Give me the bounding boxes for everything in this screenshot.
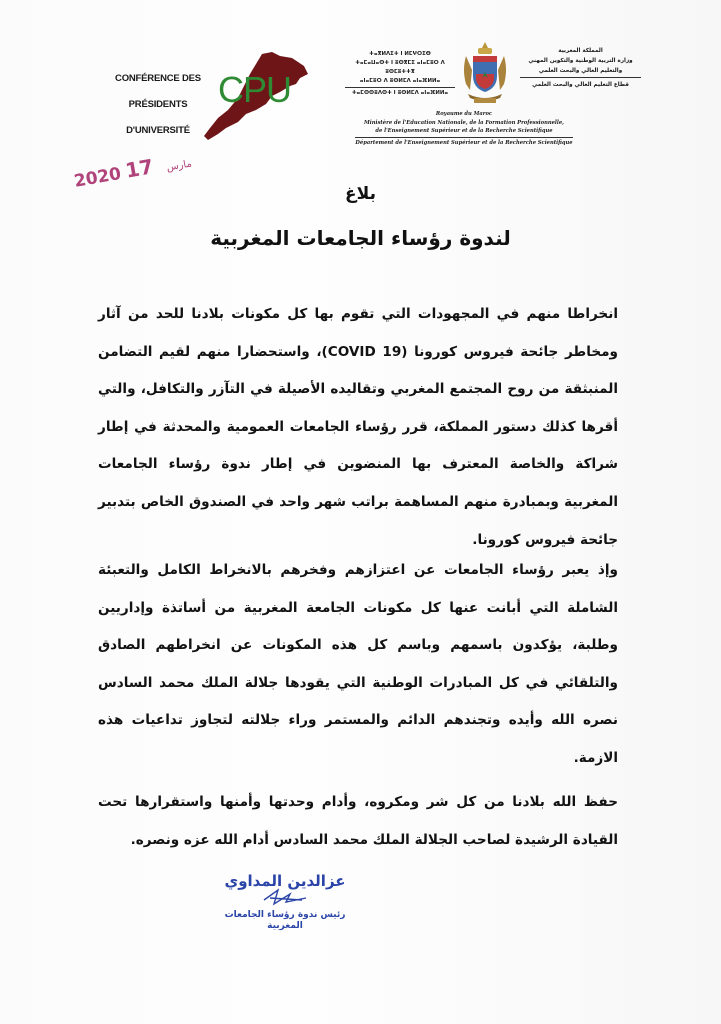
signatory-role-line1: رئيس ندوة رؤساء الجامعات bbox=[224, 910, 346, 920]
tifinagh-header bbox=[345, 50, 455, 98]
document-title: بلاغ bbox=[345, 184, 376, 204]
arabic-header-line4: قطاع التعليم العالي والبحث العلمي bbox=[532, 82, 629, 88]
arabic-header-line1: المملكة المغربية bbox=[558, 48, 603, 54]
cpu-logo: CPU bbox=[218, 69, 292, 110]
tifinagh-line3: ⴰⵏⴰⵎⵓⵔ ⴷ ⵓⵙⵍⵎⴷ ⴰⵏⴰⴼⵍⵍⴰ bbox=[359, 78, 441, 84]
french-header-line3: de l'Enseignement Supérieur et de la Recherche Scientifique bbox=[375, 128, 553, 134]
signatory-role-line2: المغربية bbox=[267, 921, 303, 931]
signatory-name: عزالدين المداوي bbox=[224, 872, 346, 890]
cpu-name-line1: CONFÉRENCE DES PRÉSIDENTS bbox=[115, 73, 201, 110]
header-divider bbox=[345, 87, 455, 88]
stamp-year: 2020 bbox=[72, 163, 123, 192]
french-ministry-header bbox=[355, 110, 573, 147]
paragraph-3: حفظ الله بلادنا من كل شر ومكروه، وأدام وحدتها وأمنها واستقرارها تحت القيادة الرشيدة لصاحب الجلالة الملك محمد السادس أدام الله عزه ونصره. bbox=[98, 794, 618, 848]
french-header-line4: Département de l'Enseignement Supérieur et de la Recherche Scientifique bbox=[355, 139, 573, 146]
tifinagh-line2: ⵜⴰⵎⴰⵡⴰⵙⵜ ⵏ ⵓⵙⴳⵎⵉ ⴰⵏⴰⵎⵓⵔ ⴷ ⵓⵙⵎⵓⵜⵜⴳ bbox=[355, 60, 445, 75]
tifinagh-line1: ⵜⴰⴳⵍⴷⵉⵜ ⵏ ⵍⵎⵖⵔⵉⴱ bbox=[369, 51, 431, 57]
handwritten-signature-icon bbox=[200, 890, 370, 910]
signature-block bbox=[200, 872, 370, 932]
paragraph-1: انخراطا منهم في المجهودات التي تقوم بها كل مكونات بلادنا للحد من آثار ومخاطر جائحة فيروس كورونا (COVID 19)، واستحضارا منهم لقيم التضامن المنبثقة من روح المجتمع المغربي وتقاليده الأصيلة في التآزر والتكافل، والتي أقرها كذلك دستور المملكة، قرر رؤساء الجامعات العمومية والمحدثة في إطار شراكة والخاصة المعترف بها المنضوين في إطار ندوة رؤساء الجامعات المغربية وبمبادرة منهم المساهمة براتب شهر واحد في الصندوق الخاص بتدبير جائحة فيروس كورونا. bbox=[98, 306, 618, 548]
french-header-line2: Ministère de l'Education Nationale, de la Formation Professionnelle, bbox=[364, 119, 564, 126]
french-header-line1: Royaume du Maroc bbox=[435, 111, 493, 117]
arabic-ministry-header bbox=[528, 46, 633, 90]
moroccan-coat-of-arms-icon bbox=[460, 40, 510, 106]
stamp-day: 17 bbox=[123, 154, 156, 183]
header-divider bbox=[355, 137, 573, 138]
paragraph-2: وإذ يعبر رؤساء الجامعات عن اعتزازهم وفخرهم بالانخراط الكامل والتعبئة الشاملة التي أبانت عنها كل مكونات الجامعة المغربية من أساتذة وإداريين وطلبة، يؤكدون باسمهم وباسم كل هذه المكونات عن انخراطهم الصادق والتلقائي في كل المبادرات الوطنية التي يقودها جلالة الملك محمد السادس نصره الله وأيده وتجندهم الدائم والمستمر وراء جلالته لتجاوز تداعيات هذه الازمة. bbox=[98, 562, 618, 766]
stamp-month: مارس bbox=[165, 158, 193, 174]
tifinagh-line4: ⵜⴰⵎⵙⵙⵓⴷⵙⵜ ⵏ ⵓⵙⵍⵎⴷ ⴰⵏⴰⴼⵍⵍⴰ bbox=[351, 90, 449, 96]
arabic-header-line2: وزارة التربية الوطنية والتكوين المهني bbox=[528, 58, 633, 64]
header-divider bbox=[520, 77, 641, 78]
arabic-header-line3: والتعليم العالي والبحث العلمي bbox=[538, 68, 623, 74]
document-subtitle: لندوة رؤساء الجامعات المغربية bbox=[210, 226, 511, 250]
cpu-name-line2: D'UNIVERSITÉ bbox=[126, 125, 190, 136]
